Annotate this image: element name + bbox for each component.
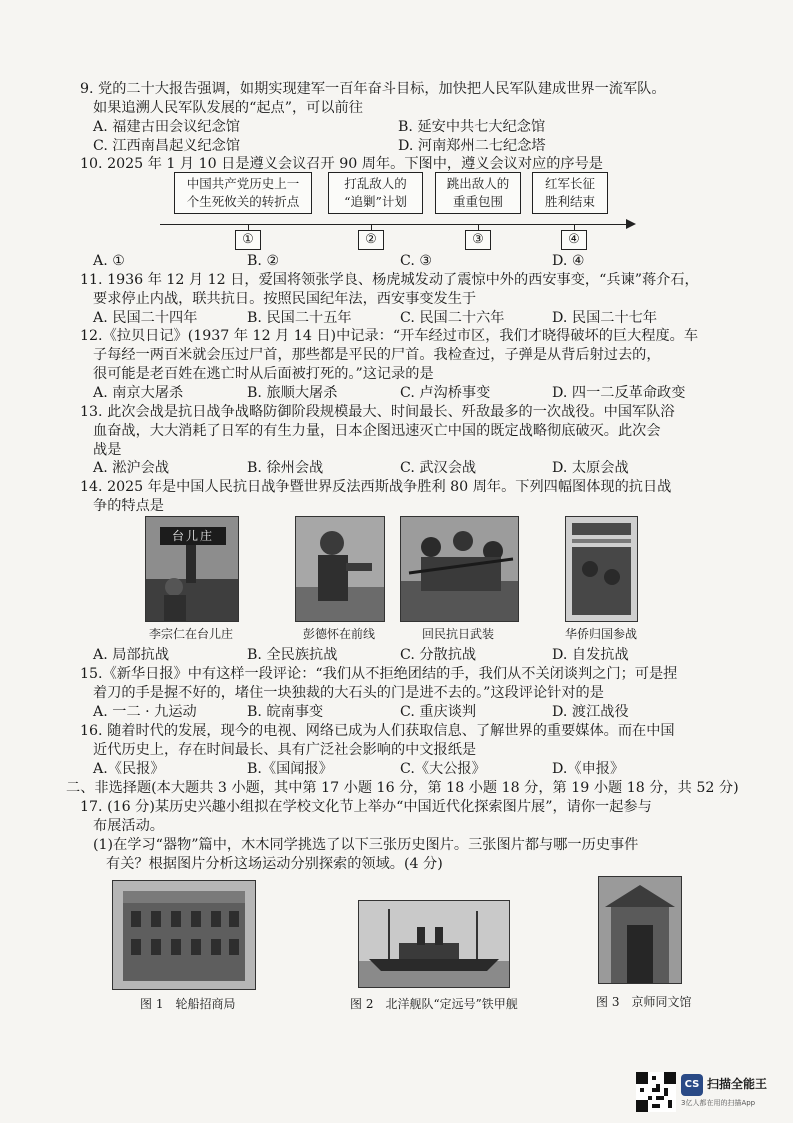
timeline-box-1	[174, 172, 312, 214]
photo-sign-text: 台儿庄	[171, 529, 214, 543]
option-b[interactable]: B.《国闻报》	[247, 761, 333, 777]
option-c[interactable]: C. 民国二十六年	[400, 310, 505, 326]
option-b[interactable]: B. 延安中共七大纪念馆	[398, 119, 546, 135]
photo-caption-1: 李宗仁在台儿庄	[148, 627, 233, 641]
question-9-stem-line-1: 9. 党的二十大报告强调，如期实现建军一百年奋斗目标，加快把人民军队建成世界一流军队。	[80, 81, 666, 97]
photo-li-zongren-taierzhuang	[145, 516, 239, 622]
timeline-box-4-line-2: 胜利结束	[544, 194, 595, 209]
timeline-marker-4: ④	[561, 230, 587, 250]
option-b[interactable]: B. 旅顺大屠杀	[247, 385, 338, 401]
option-c[interactable]: C. 卢沟桥事变	[400, 385, 491, 401]
question-11-stem-line-2: 要求停止内战，联共抗日。按照民国纪年法，西安事变发生于	[93, 291, 477, 307]
option-b[interactable]: B. ②	[247, 253, 280, 269]
timeline-box-1-line-1: 中国共产党历史上一	[186, 176, 300, 191]
timeline-marker-3: ③	[465, 230, 491, 250]
option-a[interactable]: A. 一二 · 九运动	[93, 704, 197, 720]
option-c[interactable]: C. ③	[400, 253, 433, 269]
photo-peng-dehuai-front	[295, 516, 385, 622]
figure-1-caption: 图 1 轮船招商局	[140, 997, 236, 1011]
question-9	[80, 80, 720, 118]
option-d[interactable]: D. 自发抗战	[552, 647, 629, 663]
question-17-stem-line-2: 布展活动。	[93, 818, 164, 834]
question-9-options-row-2	[93, 137, 713, 156]
question-12-options	[93, 384, 713, 403]
timeline-box-3	[435, 172, 521, 214]
question-15	[80, 665, 720, 703]
question-16-options	[93, 760, 713, 779]
figure-3-photo	[598, 876, 682, 984]
option-a[interactable]: A. 南京大屠杀	[93, 385, 184, 401]
question-12-stem-line-2: 子每经一两百米就会压过尸首，那些都是平民的尸首。我检查过，子弹是从背后射过去的，	[93, 347, 661, 363]
option-c[interactable]: C. 重庆谈判	[400, 704, 477, 720]
question-15-stem-line-2: 着刀的手是握不好的，堵住一块独裁的大石头的门是进不去的。”这段评论针对的是	[93, 685, 604, 701]
question-12-stem-line-1: 12.《拉贝日记》(1937 年 12 月 14 日)中记录：“开车经过市区，我们才晓得破坏的巨大程度。车	[80, 328, 699, 344]
question-14-stem-line-1: 14. 2025 年是中国人民抗日战争暨世界反法西斯战争胜利 80 周年。下列四幅图体现的抗日战	[80, 479, 672, 495]
option-d[interactable]: D. 太原会战	[552, 460, 629, 476]
option-b[interactable]: B. 民国二十五年	[247, 310, 352, 326]
timeline-box-2-line-2: “追剿”计划	[344, 194, 407, 209]
option-a[interactable]: A.《民报》	[93, 761, 165, 777]
timeline-box-2	[328, 172, 423, 214]
option-d[interactable]: D. 河南郑州二七纪念塔	[398, 138, 546, 154]
timeline-arrowhead	[626, 219, 636, 229]
camscanner-tagline: 3亿人都在用的扫描App	[681, 1099, 756, 1107]
figure-2-caption: 图 2 北洋舰队“定远号”铁甲舰	[350, 997, 518, 1011]
timeline-marker-2: ②	[358, 230, 384, 250]
photo-caption-4: 华侨归国参战	[564, 627, 637, 641]
question-13-stem-line-2: 血奋战，大大消耗了日军的有生力量，日本企图迅速灭亡中国的既定战略彻底破灭。此次会	[93, 423, 661, 439]
section-2-heading	[66, 779, 739, 798]
question-12-stem-line-3: 很可能是老百姓在逃亡时从后面被打死的。”这记录的是	[93, 366, 434, 382]
camscanner-name: 扫描全能王	[707, 1077, 768, 1091]
question-11-options	[93, 309, 713, 328]
option-c[interactable]: C. 分散抗战	[400, 647, 477, 663]
question-15-stem-line-1: 15.《新华日报》中有这样一段评论：“我们从不拒绝团结的手，我们从不关闭谈判之门；可是捏	[80, 666, 678, 682]
question-13-stem-line-1: 13. 此次会战是抗日战争战略防御阶段规模最大、时间最长、歼敌最多的一次战役。中国军队浴	[80, 404, 675, 420]
option-b[interactable]: B. 全民族抗战	[247, 647, 338, 663]
option-b[interactable]: B. 徐州会战	[247, 460, 324, 476]
option-c[interactable]: C. 武汉会战	[400, 460, 477, 476]
section-2-heading-text: 二、非选择题(本大题共 3 小题，其中第 17 小题 16 分，第 18 小题 18 分，第 19 小题 18 分，共 52 分)	[66, 780, 739, 796]
question-9-stem-line-2: 如果追溯人民军队发展的“起点”，可以前往	[93, 100, 363, 116]
photo-hui-anti-japanese-force	[400, 516, 519, 622]
option-c[interactable]: C. 江西南昌起义纪念馆	[93, 138, 241, 154]
photo-overseas-chinese-return	[565, 516, 638, 622]
option-d[interactable]: D. 渡江战役	[552, 704, 629, 720]
option-b[interactable]: B. 皖南事变	[247, 704, 324, 720]
question-9-options-row-1	[93, 118, 713, 137]
question-10-stem: 10. 2025 年 1 月 10 日是遵义会议召开 90 周年。下图中，遵义会议对应的序号是	[80, 156, 603, 172]
question-14-options	[93, 646, 713, 665]
question-14-stem-line-2: 争的特点是	[93, 498, 164, 514]
photo-caption-3: 回民抗日武装	[421, 627, 494, 641]
question-11	[80, 271, 720, 309]
camscanner-logo-icon: CS	[681, 1074, 703, 1096]
question-11-stem-line-1: 11. 1936 年 12 月 12 日，爱国将领张学良、杨虎城发动了震惊中外的西安事变，“兵谏”蒋介石，	[80, 272, 699, 288]
question-17-part-1-line-1: (1)在学习“器物”篇中，木木同学挑选了以下三张历史图片。三张图片都与哪一历史事件	[93, 837, 639, 853]
question-17-part-1	[93, 836, 733, 874]
question-17-part-1-line-2: 有关？根据图片分析这场运动分别探索的领域。(4 分)	[106, 856, 443, 872]
option-c[interactable]: C.《大公报》	[400, 761, 486, 777]
timeline-box-3-line-2: 重重包围	[452, 194, 503, 209]
figure-3-caption: 图 3 京师同文馆	[596, 995, 692, 1009]
option-a[interactable]: A. 福建古田会议纪念馆	[93, 119, 240, 135]
option-d[interactable]: D. 民国二十七年	[552, 310, 658, 326]
timeline-axis	[160, 224, 628, 225]
timeline-box-2-line-1: 打乱敌人的	[344, 176, 407, 191]
timeline-box-4	[532, 172, 608, 214]
option-a[interactable]: A. 民国二十四年	[93, 310, 198, 326]
figure-2-photo	[358, 900, 510, 988]
option-d[interactable]: D.《申报》	[552, 761, 625, 777]
question-16-stem-line-1: 16. 随着时代的发展，现今的电视、网络已成为人们获取信息、了解世界的重要媒体。而在中国	[80, 723, 675, 739]
question-17-stem-line-1: 17. (16 分)某历史兴趣小组拟在学校文化节上举办“中国近代化探索图片展”，请你一起参与	[80, 799, 652, 815]
timeline-box-1-line-2: 个生死攸关的转折点	[186, 194, 300, 209]
option-a[interactable]: A. 局部抗战	[93, 647, 170, 663]
timeline-box-3-line-1: 跳出敌人的	[446, 176, 510, 191]
question-10-options	[93, 252, 713, 271]
question-14	[80, 478, 720, 516]
question-16	[80, 722, 720, 760]
question-12	[80, 327, 720, 384]
question-17	[80, 798, 720, 836]
question-13-options	[93, 459, 713, 478]
option-d[interactable]: D. ④	[552, 253, 585, 269]
timeline-marker-1: ①	[235, 230, 261, 250]
timeline-diagram	[160, 172, 640, 252]
figure-1-photo	[112, 880, 256, 990]
option-d[interactable]: D. 四一二反革命政变	[552, 385, 686, 401]
photo-caption-2: 彭德怀在前线	[302, 627, 375, 641]
question-15-options	[93, 703, 713, 722]
question-13-stem-line-3: 战是	[93, 442, 122, 458]
qr-code-icon	[636, 1072, 676, 1112]
timeline-box-4-line-1: 红军长征	[544, 176, 595, 191]
option-a[interactable]: A. ①	[93, 253, 125, 269]
question-13	[80, 403, 720, 460]
option-a[interactable]: A. 淞沪会战	[93, 460, 170, 476]
question-16-stem-line-2: 近代历史上，存在时间最长、具有广泛社会影响的中文报纸是	[93, 742, 477, 758]
